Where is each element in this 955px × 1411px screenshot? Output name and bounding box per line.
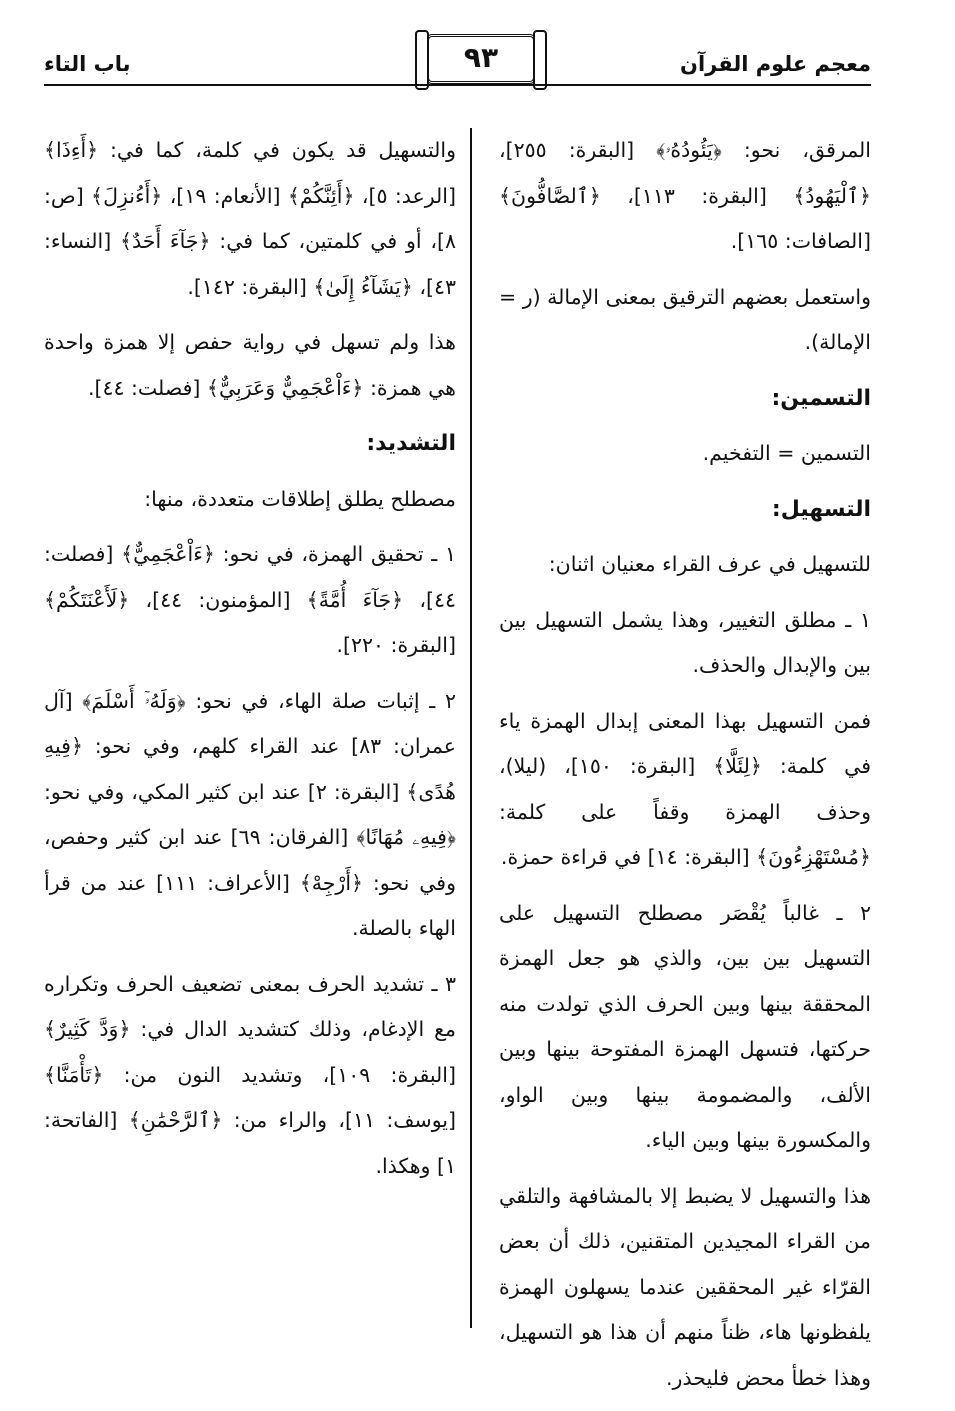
paragraph: واستعمل بعضهم الترقيق بمعنى الإمالة (ر = الإمالة).: [499, 284, 871, 354]
section-heading: التشديد:: [366, 431, 456, 456]
paragraph: والتسهيل قد يكون في كلمة، كما في: ﴿أَءِذَا﴾ [الرعد: ٥]، ﴿أَئِنَّكُمْ﴾ [الأنعام: ١٩]، ﴿أَءُنزِلَ﴾ [ص: ٨]، أو في كلمتين، كما في: ﴿جَآءَ أَحَدٌ﴾ [النساء: ٤٣]، ﴿يَشَآءُ إِلَىٰ﴾ [البقرة: ١٤٢].: [44, 138, 456, 299]
left-column: [44, 128, 456, 1199]
paragraph: ٣ ـ تشديد الحرف بمعنى تضعيف الحرف وتكراره مع الإدغام، وذلك كتشديد الدال في: ﴿وَدَّ كَثِيرٌ﴾ [البقرة: ١٠٩]، وتشديد النون من: ﴿تَأْمَنَّا﴾ [يوسف: ١١]، والراء من: ﴿ٱلرَّحْمَٰنِ﴾ [الفاتحة: ١] وهكذا.: [44, 971, 456, 1178]
paragraph: التسمين = التفخيم.: [702, 441, 871, 465]
paragraph: المرقق، نحو: ﴿يَئُودُهُۥ﴾ [البقرة: ٢٥٥]، ﴿ٱلْيَهُودُ﴾ [البقرة: ١١٣]، ﴿ٱلصَّافُّونَ﴾ [الصافات: ١٦٥].: [499, 138, 871, 253]
section-heading: التسمين:: [771, 385, 871, 411]
page-header: [44, 24, 871, 84]
paragraph: ٢ ـ غالباً يُقْصَر مصطلح التسهيل على التسهيل بين بين، والذي هو جعل الهمزة المحققة بينها وبين الحرف الذي تولدت منه حركتها، فتسهل الهمزة المفتوحة بينها وبين الألف، والمضمومة بينها وبين الواو، والمكسورة بينها وبين الياء.: [499, 900, 871, 1152]
right-column: [499, 128, 871, 1411]
paragraph: فمن التسهيل بهذا المعنى إبدال الهمزة ياء في كلمة: ﴿لِئَلَّا﴾ [البقرة: ١٥٠]، (ليلا)، وحذف الهمزة وقفاً على كلمة: ﴿مُسْتَهْزِءُونَ﴾ [البقرة: ١٤] في قراءة حمزة.: [499, 708, 871, 869]
section-heading: التسهيل:: [771, 496, 871, 522]
paragraph: هذا ولم تسهل في رواية حفص إلا همزة واحدة هي همزة: ﴿ءَاْعْجَمِيٌّ وَعَرَبِيٌّ﴾ [فصلت: ٤٤].: [44, 330, 456, 400]
book-title: معجم علوم القرآن: [680, 52, 871, 76]
paragraph: مصطلح يطلق إطلاقات متعددة، منها:: [144, 486, 456, 511]
paragraph: ١ ـ مطلق التغيير، وهذا يشمل التسهيل بين بين والإبدال والحذف.: [499, 607, 871, 677]
paragraph: ١ ـ تحقيق الهمزة، في نحو: ﴿ءَاْعْجَمِيٌّ﴾ [فصلت: ٤٤]، ﴿جَآءَ أُمَّةً﴾ [المؤمنون: ٤٤]، ﴿لَأَعْنَتَكُمْ﴾ [البقرة: ٢٢٠].: [44, 542, 457, 657]
paragraph: ٢ ـ إثبات صلة الهاء، في نحو: ﴿وَلَهُۥٓ أَسْلَمَ﴾ [آل عمران: ٨٣] عند القراء كلهم، وفي نحو: ﴿فِيهِ هُدًى﴾ [البقرة: ٢] عند ابن كثير المكي، وفي نحو: ﴿فِيهِۦ مُهَانًا﴾ [الفرقان: ٦٩] عند ابن كثير وحفص، وفي نحو: ﴿أَرْجِهْ﴾ [الأعراف: ١١١] عند من قرأ الهاء بالصلة.: [44, 688, 456, 940]
paragraph: للتسهيل في عرف القراء معنيان اثنان:: [548, 552, 871, 576]
header-rule: [44, 84, 871, 86]
column-divider: [470, 128, 472, 1328]
paragraph: هذا والتسهيل لا يضبط إلا بالمشافهة والتلقي من القراء المجيدين المتقنين، ذلك أن بعض القرّاء غير المحققين عندما يسهلون الهمزة يلفظونها هاء، ظناً منهم أن هذا هو التسهيل، وهذا خطأ محض فليحذر.: [499, 1183, 871, 1390]
chapter-title: باب التاء: [44, 52, 131, 76]
page-number: ٩٣: [426, 34, 536, 84]
